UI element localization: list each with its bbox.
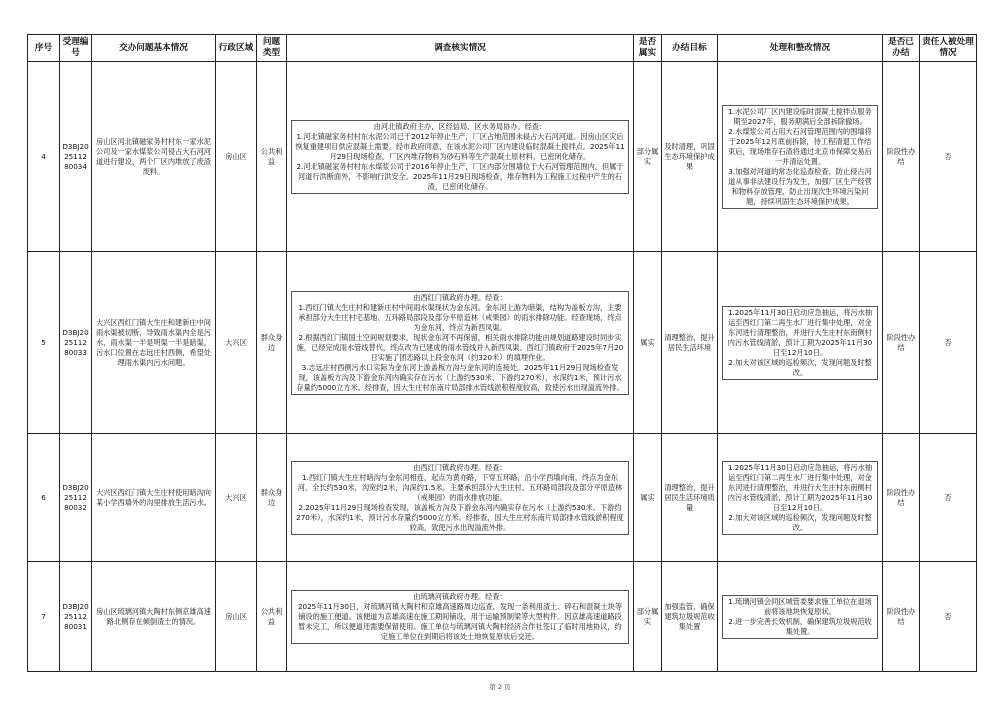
measures-box — [722, 461, 878, 535]
header-type: 问题类型 — [257, 35, 287, 62]
header-id: 受理编号 — [60, 35, 92, 62]
header-goal: 办结目标 — [662, 35, 718, 62]
investigation-paragraph: 2.2025年11月29日现场检查发现，该盖板方沟及下游金东河内确实存在污水（上游约530米、下游约270米），水深约1米，预计污水存量约5000立方米。经排查，因大生庄村东南片局部排水管线淤积程度较高，致使污水出现溢流外排。 — [296, 502, 624, 532]
table-row — [28, 252, 977, 434]
table-row — [28, 562, 977, 672]
header-no: 序号 — [28, 35, 60, 62]
cell-measures — [718, 562, 883, 672]
cell-goal: 清理整治，提升居民生活环境质量 — [662, 434, 718, 562]
measures-box — [722, 595, 878, 639]
investigation-paragraph: 由河北镇政府主办，区经信局、区水务局协办。经查： — [373, 121, 547, 131]
investigation-paragraph: 1.河北镇磁家务村村东水泥公司已于2012年停止生产，厂区占地范围未侵占大石河河道。因房山区灾后恢复重建项目供应混凝土需要，经市政府同意，在该水泥公司厂区内建设临时混凝土搅拌点。2025年11月29日现场检查，厂区内堆存物料为砂石料等生产混凝土原材料，已密闭化储存。 — [295, 131, 625, 161]
investigation-paragraph: 由西红门镇政府办理。经查： — [413, 292, 507, 302]
measure-paragraph: 2.水煤浆公司占用大石河管理范围内的围墙将于2025年12月底前拆除，待工程清退工作结束后，现场堆存石渣将通过北京市保障交易后一并清运处置。 — [728, 126, 872, 166]
investigation-paragraph: 2025年11月30日，对琉璃河镇大陶村和京雄高速路周边巡查，发现一条利用渣土、碎石和混凝土块等铺设的施工便道。该便道为京雄高速在施工期间铺设，用于运输预制梁等大型构件。因京雄高速道路段暂未完工，所以便道还需要保留使用。施工单位与琉璃河镇大陶村经济合作社签订了临时用地协议，约定施工单位在到期后将该处土地恢复原状后交还。 — [297, 601, 623, 641]
investigation-box — [291, 590, 629, 644]
cell-id: D3BJ20 25112 80033 — [60, 252, 92, 434]
header-punish: 责任人被处理情况 — [920, 35, 977, 62]
cell-investigation — [287, 562, 634, 672]
cell-id: D3BJ20 25112 80034 — [60, 62, 92, 252]
investigation-paragraph: 2.根据西红门镇国土空间规划要求，现状金东河不再保留，相关雨水排除功能由规划道路建设时同步实施，已经完成雨水管线替代，终点改为已建成的雨水管线并入新西凤渠。西红门镇政府于2025年7月20日实施了团恋路以上段金东河（约320米）的填埋作业。 — [296, 332, 624, 362]
cell-type: 群众身边 — [257, 252, 287, 434]
measures-box — [722, 105, 878, 209]
cell-done: 阶段性办结 — [883, 252, 920, 434]
cell-done: 阶段性办结 — [883, 434, 920, 562]
cell-goal: 加强监管，确保建筑垃圾规范收集处置 — [662, 562, 718, 672]
table-row — [28, 62, 977, 252]
investigation-paragraph: 由西红门镇政府办理。经查： — [413, 462, 507, 472]
investigation-paragraph: 1.西红门镇大生庄村和建新庄村中间雨水渠现状为金东河。金东河上游为暗渠，结构为盖板方沟，主要承担部分大生庄村宅基地、五环路局部段及部分平原造林（戒果园）的雨水排除功能。经查现场，终点为金东河，终点为新西凤渠。 — [298, 302, 622, 332]
investigation-box — [291, 120, 629, 194]
measure-paragraph: 1.琉璃河镇会同区城管委要求施工单位在退场前将该地块恢复原状。 — [728, 596, 872, 616]
table-body — [28, 62, 977, 672]
cell-district: 大兴区 — [216, 434, 257, 562]
investigation-paragraph: 1.西红门镇大生庄村暗沟与金东河相连，起点为黄亦路，下穿五环路，沿小学西墙向南，终点为金东河。全长约530米，沟宽约2米，沟深约1.5米。主要承担部分大生庄村、五环路局部段及部分平原造林（戒果园）的雨水排放功能。 — [297, 472, 623, 502]
cell-investigation — [287, 62, 634, 252]
measure-paragraph: 2.加大对该区域的巡检频次，发现问题及时整改。 — [728, 512, 872, 532]
cell-id: D3BJ20 25112 80031 — [60, 562, 92, 672]
cell-measures — [718, 62, 883, 252]
cell-type: 群众身边 — [257, 434, 287, 562]
measure-paragraph: 1.2025年11月30日启动应急抽运，将污水抽运至西红门第二再生水厂进行集中处理，对金东河进行清理整治，并进行大生庄村东南侧村内污水管线清淤，预计工期为2025年11月30日至12月10日。 — [727, 462, 873, 512]
cell-issue: 房山区琉璃河镇大陶村东侧京雄高速路北侧存在倾倒渣土的情况。 — [92, 562, 216, 672]
cell-no: 7 — [28, 562, 60, 672]
cell-true: 部分属实 — [634, 62, 662, 252]
cell-punish: 否 — [920, 252, 977, 434]
cell-no: 6 — [28, 434, 60, 562]
cell-goal: 及时清理，巩固生态环境保护成果 — [662, 62, 718, 252]
cell-issue: 房山区河北镇磁家务村村东一家水泥公司及一家水煤浆公司侵占大石河河道进行建设，两个厂区内堆放了废渣废料。 — [92, 62, 216, 252]
measures-box — [722, 306, 878, 380]
cell-type: 公共利益 — [257, 562, 287, 672]
cell-measures — [718, 252, 883, 434]
header-measures: 处理和整改情况 — [718, 35, 883, 62]
cell-investigation — [287, 252, 634, 434]
cell-done: 阶段性办结 — [883, 62, 920, 252]
header-investigation: 调查核实情况 — [287, 35, 634, 62]
header-true: 是否属实 — [634, 35, 662, 62]
cell-district: 房山区 — [216, 562, 257, 672]
investigation-paragraph: 3.志远庄村西侧污水口实际为金东河上游盖板方沟与金东河的连接处。2025年11月29日现场检查发现，该盖板方沟及下游金东河内确实存在污水（上游约530米、下游约270米），水深约1米，预计污水存量约5000立方米。经排查，因大生庄村东南片局部排水管线淤积程度较高，致使污水出现溢流外排。 — [296, 362, 624, 392]
measure-paragraph: 2.加大对该区域的巡检频次，发现问题及时整改。 — [728, 357, 872, 377]
cell-issue: 大兴区西红门镇大生庄和建新庄中间雨水渠被切断，导致雨水渠内全是污水，雨水渠一半是明渠一半是暗渠，污水口位置在志远庄村西侧，希望处理雨水渠内污水问题。 — [92, 252, 216, 434]
investigation-box — [291, 291, 629, 395]
cell-type: 公共利益 — [257, 62, 287, 252]
investigation-box — [291, 461, 629, 535]
measure-paragraph: 1.水泥公司厂区内建设临时混凝土搅拌点服务期至2027年，服务期满后全部拆除撤场。 — [728, 106, 872, 126]
cell-punish: 否 — [920, 434, 977, 562]
header-done: 是否已办结 — [883, 35, 920, 62]
cell-measures — [718, 434, 883, 562]
cell-investigation — [287, 434, 634, 562]
cell-issue: 大兴区西红门镇大生庄村使用暗沟向某小学西墙外的沟里排放生活污水。 — [92, 434, 216, 562]
investigation-paragraph: 由琉璃河镇政府办理。经查： — [413, 591, 507, 601]
cell-done: 阶段性办结 — [883, 562, 920, 672]
cell-true: 属实 — [634, 434, 662, 562]
page-number: 第 2 页 — [489, 683, 511, 691]
header-issue: 交办问题基本情况 — [92, 35, 216, 62]
cell-id: D3BJ20 25112 80032 — [60, 434, 92, 562]
cell-punish: 否 — [920, 562, 977, 672]
cell-punish: 否 — [920, 62, 977, 252]
table-header-row — [28, 35, 977, 62]
measure-paragraph: 3.加强对河道的常态化巡查检查，防止侵占河道从事非法建设行为发生，加强厂区生产经营和物料存放管理，防止出现次生环境污染问题，持续巩固生态环境保护成果。 — [728, 166, 872, 206]
investigation-paragraph: 2.河北镇磁家务村村东水煤浆公司于2016年停止生产，厂区内部分围墙位于大石河管理范围内，但属于河道行洪断面外，不影响行洪安全。2025年11月29日现场检查，堆存物料为工程施工过程中产生的石渣，已密闭化储存。 — [296, 161, 624, 191]
cell-district: 大兴区 — [216, 252, 257, 434]
header-district: 行政区域 — [216, 35, 257, 62]
cell-true: 属实 — [634, 252, 662, 434]
cell-goal: 清理整治，提升居民生活环境 — [662, 252, 718, 434]
cell-no: 4 — [28, 62, 60, 252]
table-row — [28, 434, 977, 562]
measure-paragraph: 1.2025年11月30日启动应急抽运，将污水抽运至西红门第二再生水厂进行集中处理，对金东河进行清理整治，并进行大生庄村东南侧村内污水管线清淤，预计工期为2025年11月30日至12月10日。 — [727, 307, 873, 357]
cell-no: 5 — [28, 252, 60, 434]
cell-true: 部分属实 — [634, 562, 662, 672]
complaint-table — [27, 34, 977, 672]
cell-district: 房山区 — [216, 62, 257, 252]
measure-paragraph: 2.进一步完善长效机制，确保建筑垃圾规范收集处置。 — [728, 616, 872, 636]
